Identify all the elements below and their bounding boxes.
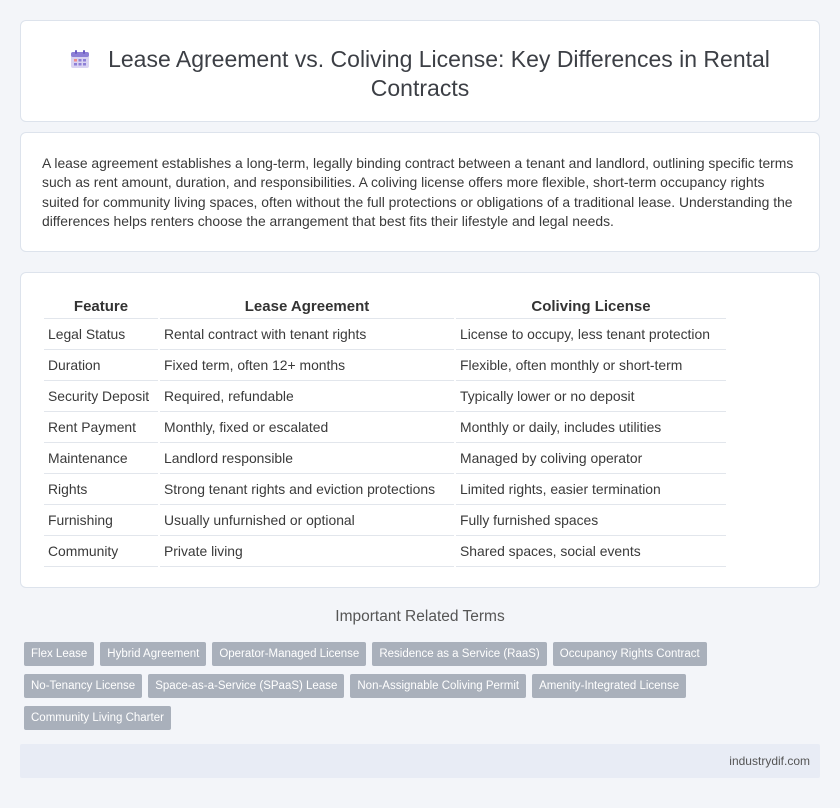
table-row — [44, 474, 726, 505]
footer-site-link[interactable]: industrydif.com — [729, 754, 810, 768]
related-term-tag[interactable]: No-Tenancy License — [24, 674, 142, 698]
feature-cell: Furnishing — [44, 505, 158, 536]
feature-cell: Duration — [44, 350, 158, 381]
coliving-cell: Fully furnished spaces — [456, 505, 726, 536]
feature-cell: Maintenance — [44, 443, 158, 474]
feature-cell: Rights — [44, 474, 158, 505]
related-terms-list — [24, 642, 754, 730]
header-lease-agreement: Lease Agreement — [160, 295, 454, 319]
feature-cell: Legal Status — [44, 319, 158, 350]
related-terms-title: Important Related Terms — [335, 608, 505, 625]
related-term-tag[interactable]: Residence as a Service (RaaS) — [372, 642, 546, 666]
feature-cell: Community — [44, 536, 158, 567]
table-row — [44, 505, 726, 536]
footer — [20, 744, 820, 778]
table-row — [44, 412, 726, 443]
page-title — [51, 45, 789, 103]
lease-cell: Rental contract with tenant rights — [160, 319, 454, 350]
lease-cell: Landlord responsible — [160, 443, 454, 474]
table-header-row — [44, 295, 726, 319]
comparison-card — [20, 272, 820, 588]
table-row — [44, 319, 726, 350]
coliving-cell: Flexible, often monthly or short-term — [456, 350, 726, 381]
table-row — [44, 381, 726, 412]
comparison-table — [42, 295, 728, 567]
header-coliving-license: Coliving License — [456, 295, 726, 319]
lease-cell: Private living — [160, 536, 454, 567]
table-row — [44, 350, 726, 381]
lease-cell: Monthly, fixed or escalated — [160, 412, 454, 443]
header-feature: Feature — [44, 295, 158, 319]
coliving-cell: Typically lower or no deposit — [456, 381, 726, 412]
coliving-cell: License to occupy, less tenant protection — [456, 319, 726, 350]
feature-cell: Security Deposit — [44, 381, 158, 412]
intro-card — [20, 132, 820, 252]
related-term-tag[interactable]: Non-Assignable Coliving Permit — [350, 674, 526, 698]
page-title-text: Lease Agreement vs. Coliving License: Key Differences in Rental Contracts — [108, 46, 770, 101]
related-term-tag[interactable]: Hybrid Agreement — [100, 642, 206, 666]
lease-cell: Strong tenant rights and eviction protections — [160, 474, 454, 505]
intro-paragraph: A lease agreement establishes a long-term, legally binding contract between a tenant and landlord, outlining specific terms such as rent amount, duration, and responsibilities. A coliving license offers more flexible, short-term occupancy rights suited for community living spaces, often without the full protections or obligations of a traditional lease. Understanding the differences helps renters choose the arrangement that best fits their lifestyle and legal needs. — [42, 155, 794, 230]
lease-cell: Fixed term, often 12+ months — [160, 350, 454, 381]
related-term-tag[interactable]: Flex Lease — [24, 642, 94, 666]
coliving-cell: Monthly or daily, includes utilities — [456, 412, 726, 443]
coliving-cell: Managed by coliving operator — [456, 443, 726, 474]
related-term-tag[interactable]: Space-as-a-Service (SPaaS) Lease — [148, 674, 344, 698]
related-term-tag[interactable]: Operator-Managed License — [212, 642, 366, 666]
coliving-cell: Limited rights, easier termination — [456, 474, 726, 505]
related-term-tag[interactable]: Occupancy Rights Contract — [553, 642, 707, 666]
feature-cell: Rent Payment — [44, 412, 158, 443]
calendar-icon — [70, 49, 90, 69]
related-term-tag[interactable]: Community Living Charter — [24, 706, 171, 730]
lease-cell: Usually unfurnished or optional — [160, 505, 454, 536]
table-row — [44, 536, 726, 567]
lease-cell: Required, refundable — [160, 381, 454, 412]
title-card — [20, 20, 820, 122]
coliving-cell: Shared spaces, social events — [456, 536, 726, 567]
table-row — [44, 443, 726, 474]
related-term-tag[interactable]: Amenity-Integrated License — [532, 674, 686, 698]
